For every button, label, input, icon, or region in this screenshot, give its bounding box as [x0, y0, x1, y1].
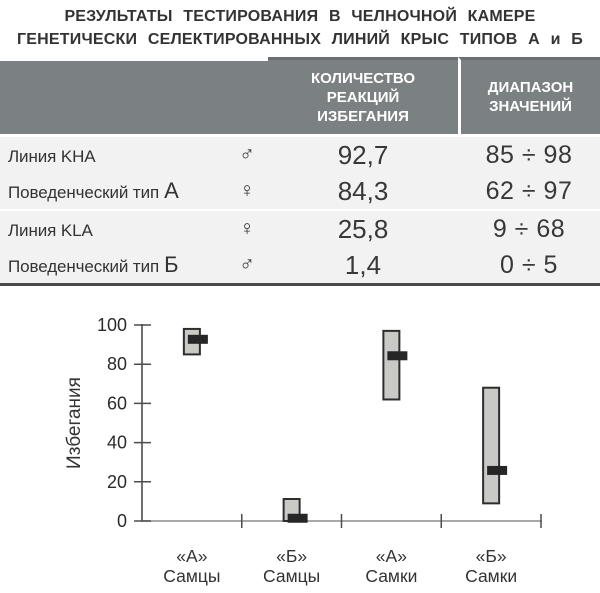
table-body: [0, 137, 600, 286]
header-cell-value-range: ДИАПАЗОН ЗНАЧЕНИЙ: [458, 57, 600, 134]
page-title: [0, 0, 600, 51]
mean-marker: [487, 466, 507, 475]
row-type-letter: А: [164, 178, 179, 203]
table-row-kla-female: [0, 211, 600, 247]
range-cell: 0 ÷ 5: [500, 250, 558, 279]
row-label: Линия KHA: [8, 147, 96, 166]
avoidance-chart-svg: [0, 283, 600, 593]
y-tick-label: 60: [106, 393, 127, 414]
mean-marker: [387, 351, 407, 360]
range-cell: 9 ÷ 68: [492, 214, 566, 243]
x-tick-label-line1: «А»: [176, 546, 208, 566]
table-row-type-a-female: [0, 173, 600, 209]
header-cell-avoidance-count: КОЛИЧЕСТВО РЕАКЦИЙ ИЗБЕГАНИЯ: [268, 57, 458, 134]
mean-marker: [188, 335, 208, 344]
x-tick-label-line2: Самки: [365, 566, 418, 586]
range-bar: [383, 331, 399, 400]
row-label: Линия KLA: [8, 221, 93, 240]
x-tick-label-line1: «Б»: [475, 546, 507, 566]
x-tick-label-line2: Самцы: [163, 566, 221, 586]
range-cell: 62 ÷ 97: [485, 176, 573, 205]
header-cell-empty: [0, 61, 268, 134]
x-tick-label-line2: Самцы: [263, 566, 321, 586]
y-tick-label: 0: [116, 511, 127, 531]
results-table: [0, 57, 600, 286]
male-symbol: ♂: [239, 253, 255, 276]
value-cell: 25,8: [337, 213, 389, 244]
value-cell: 1,4: [344, 249, 382, 280]
x-tick-label-line1: «А»: [375, 546, 407, 566]
row-label: Поведенческий тип Б: [8, 252, 179, 277]
value-cell: 92,7: [337, 139, 389, 170]
table-header-row: [0, 57, 600, 134]
range-bar: [483, 388, 499, 504]
x-tick-label-line1: «Б»: [276, 546, 308, 566]
page-title-line1: РЕЗУЛЬТАТЫ ТЕСТИРОВАНИЯ В ЧЕЛНОЧНОЙ КАМЕРЕ: [64, 8, 536, 25]
y-tick-label: 80: [106, 354, 127, 375]
avoidance-chart: [0, 283, 600, 593]
female-symbol: ♀: [239, 179, 255, 202]
y-axis-label: Избегания: [64, 377, 85, 469]
row-type-letter: Б: [164, 252, 179, 277]
male-symbol: ♂: [239, 143, 255, 166]
y-tick-label: 20: [106, 471, 127, 492]
range-cell: 85 ÷ 98: [485, 140, 573, 169]
y-tick-label: 40: [106, 432, 127, 453]
page-title-line2: ГЕНЕТИЧЕСКИ СЕЛЕКТИРОВАННЫХ ЛИНИЙ КРЫС ТИПОВ А и Б: [17, 30, 583, 48]
table-row-type-b-male: [0, 247, 600, 283]
y-tick-label: 100: [96, 315, 127, 335]
x-tick-label-line2: Самки: [465, 566, 518, 586]
row-label: Поведенческий тип А: [8, 178, 179, 203]
table-row-kha-male: [0, 137, 600, 173]
value-cell: 84,3: [337, 175, 389, 206]
mean-marker: [288, 514, 308, 523]
female-symbol: ♀: [239, 217, 255, 240]
